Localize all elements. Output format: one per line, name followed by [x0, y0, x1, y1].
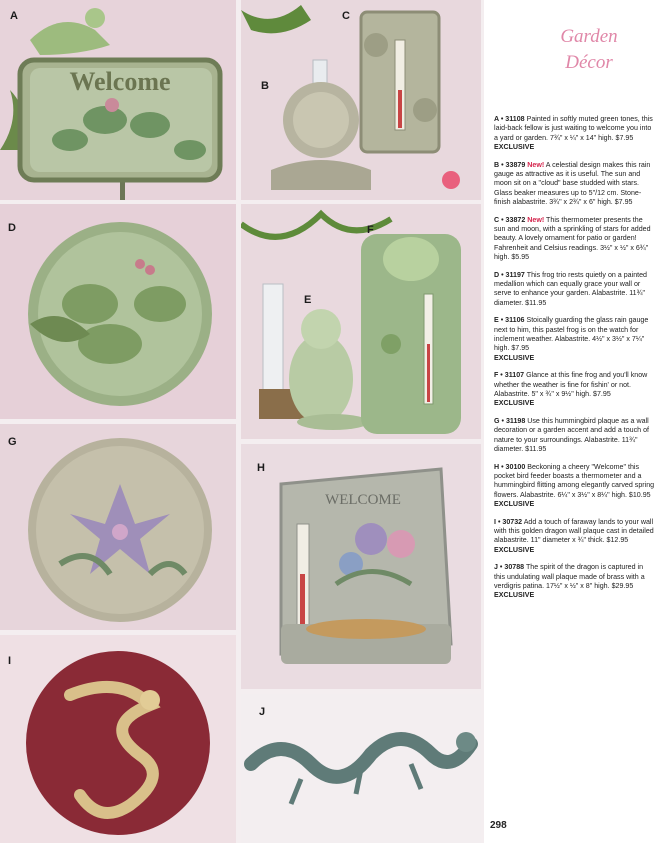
product-entry: [494, 115, 656, 152]
panel-label-i: I: [8, 655, 12, 667]
photo-a-frog-welcome-sign: [0, 0, 236, 200]
new-badge: New!: [527, 215, 545, 224]
panel-label-j: J: [259, 706, 266, 718]
product-code: E • 31106: [494, 316, 525, 325]
product-description: Glance at this fine frog and you'll know whether the weather is fine for fishin' or not. Alabastrite. 5" x ¾" x 9½" high. $7.95: [494, 371, 648, 398]
panel-label-g: G: [8, 436, 17, 448]
product-entry: [494, 271, 656, 308]
catalog-text-column: [484, 0, 659, 843]
product-entry: [494, 518, 656, 555]
product-code: B • 33879: [494, 160, 526, 169]
frog-trio-illustration: [0, 204, 236, 419]
product-entry: [494, 417, 656, 454]
product-code: H • 30100: [494, 462, 526, 471]
feeder-welcome-text: WELCOME: [325, 492, 401, 508]
panel-label-a: A: [10, 10, 18, 22]
verdigris-dragon-illustration: [241, 694, 481, 843]
product-entry: [494, 216, 656, 262]
product-code: J • 30788: [494, 563, 525, 572]
product-entry: [494, 316, 656, 362]
page-title: [524, 24, 654, 76]
product-description: This frog trio rests quietly on a painted medallion which can equally grace your wall or serve to enhance your garden. Alabastrite. 11¾" diameter. $11.95: [494, 270, 647, 307]
exclusive-label: EXCLUSIVE: [494, 499, 535, 508]
page-number: 298: [490, 820, 507, 831]
frog-welcome-sign-illustration: [0, 0, 236, 200]
bird-feeder-illustration: [241, 444, 481, 689]
title-line-2: Décor: [565, 52, 613, 73]
panel-label-e: E: [304, 294, 312, 306]
exclusive-label: EXCLUSIVE: [494, 353, 535, 362]
photo-j-verdigris-dragon: [241, 694, 481, 843]
photo-d-frog-trio-medallion: [0, 204, 236, 419]
product-code: C • 33872: [494, 215, 526, 224]
exclusive-label: EXCLUSIVE: [494, 545, 535, 554]
exclusive-label: EXCLUSIVE: [494, 399, 535, 408]
photo-i-golden-dragon-plaque: [0, 635, 236, 843]
product-description: Beckoning a cheery "Welcome" this pocket bird feeder boasts a thermometer and a hummingbird flitting among elegantly carved spring flowers. Alabastrite. 6¼" x 3½" x 8¼" high. $10.95: [494, 462, 655, 499]
exclusive-label: EXCLUSIVE: [494, 142, 535, 151]
product-code: F • 31107: [494, 371, 525, 380]
product-entries: [494, 115, 656, 609]
product-description: Painted in softly muted green tones, this laid-back fellow is just waiting to welcome you into a yard or garden. 7¾" x ¼" x 14" high. $7.95: [494, 115, 653, 142]
product-code: G • 31198: [494, 417, 526, 426]
panel-label-d: D: [8, 222, 16, 234]
product-description: Stoically guarding the glass rain gauge next to him, this pastel frog is on the watch for inclement weather. Alabastrite. 4½" x 3½" x 7¼" high. $7.95: [494, 316, 649, 353]
panel-label-f: F: [367, 224, 374, 236]
product-entry: [494, 161, 656, 207]
welcome-sign-text: Welcome: [69, 67, 171, 96]
frog-gauge-thermometer-illustration: [241, 204, 481, 439]
product-entry: [494, 463, 656, 509]
sun-moon-items-illustration: [241, 0, 481, 200]
hummingbird-plaque-illustration: [0, 424, 236, 630]
panel-label-h: H: [257, 462, 265, 474]
new-badge: New!: [527, 160, 545, 169]
title-line-1: Garden: [560, 26, 618, 47]
product-code: A • 31108: [494, 115, 525, 123]
exclusive-label: EXCLUSIVE: [494, 591, 535, 600]
panel-label-b: B: [261, 80, 269, 92]
product-description: The spirit of the dragon is captured in this undulating wall plaque made of brass with a verdigris patina. 17½" x ½" x 8" high. $29.95: [494, 563, 645, 590]
golden-dragon-illustration: [0, 635, 236, 843]
product-code: D • 31197: [494, 270, 525, 279]
product-code: I • 30732: [494, 517, 523, 526]
product-entry: [494, 371, 656, 408]
product-description: This thermometer presents the sun and moon, with a sprinkling of stars for added beauty. A lovely ornament for patio or garden! Fahrenheit and Celsius readings. 3½" x ½" x 6¾" high. $5.95: [494, 215, 651, 261]
product-description: Add a touch of faraway lands to your wall with this golden dragon wall plaque cast in detailed alabastrite. 11" diameter x ¾" thick. $12.95: [494, 517, 654, 545]
panel-label-c: C: [342, 10, 350, 22]
photo-h-welcome-bird-feeder: [241, 444, 481, 689]
photo-bc-sun-moon-items: [241, 0, 481, 200]
photo-g-hummingbird-plaque: [0, 424, 236, 630]
photo-ef-frog-gauge-thermometer: [241, 204, 481, 439]
product-description: Use this hummingbird plaque as a wall decoration or a garden accent and add a touch of nature to your surroundings. Alabastrite. 11¾" diameter. $11.95: [494, 417, 649, 453]
product-entry: [494, 563, 656, 600]
product-description: A celestial design makes this rain gauge as attractive as it is useful. The sun and moon sit on a "cloud" base studded with stars. Glass beaker measures up to 5"/12 cm. Stone-finish alabastrite. 3¾" x 2¾" x 6" high. $7.95: [494, 160, 651, 206]
